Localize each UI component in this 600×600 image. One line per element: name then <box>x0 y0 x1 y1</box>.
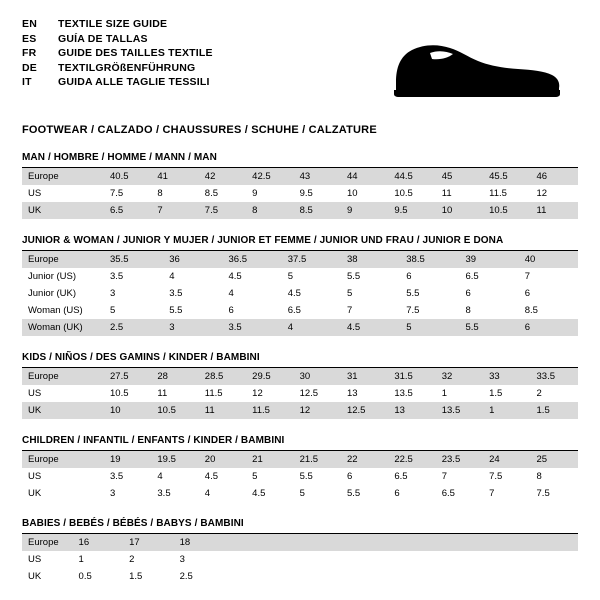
language-title-list <box>22 18 213 91</box>
row-label: Europe <box>22 451 104 468</box>
cell: 13 <box>341 385 388 402</box>
cell: 20 <box>199 451 246 468</box>
cell: 38 <box>341 251 400 268</box>
cell: 7.5 <box>531 485 578 502</box>
cell: 13.5 <box>388 385 435 402</box>
cell: 4.5 <box>341 319 400 336</box>
cell: 42.5 <box>246 168 293 185</box>
section-title: CHILDREN / INFANTIL / ENFANTS / KINDER / BAMBINI <box>22 435 578 451</box>
cell: 38.5 <box>400 251 459 268</box>
cell: 10 <box>436 202 483 219</box>
cell: 1.5 <box>483 385 530 402</box>
cell: 10.5 <box>388 185 435 202</box>
language-row <box>22 76 213 91</box>
cell: 7.5 <box>104 185 151 202</box>
table-row <box>22 568 578 585</box>
language-row <box>22 62 213 77</box>
language-title: GUIDE DES TAILLES TEXTILE <box>58 47 213 59</box>
cell: 33.5 <box>531 368 578 385</box>
cell-empty <box>376 551 427 568</box>
cell: 10.5 <box>483 202 530 219</box>
cell: 8 <box>246 202 293 219</box>
cell-empty <box>376 534 427 551</box>
cell-empty <box>325 568 376 585</box>
cell: 7 <box>436 468 483 485</box>
size-table-man <box>22 168 578 219</box>
cell: 21 <box>246 451 293 468</box>
cell: 31 <box>341 368 388 385</box>
cell-empty <box>477 551 528 568</box>
row-label: Europe <box>22 368 104 385</box>
row-label: Woman (UK) <box>22 319 104 336</box>
cell: 25 <box>531 451 578 468</box>
section-title: JUNIOR & WOMAN / JUNIOR Y MUJER / JUNIOR ET FEMME / JUNIOR UND FRAU / JUNIOR E DONA <box>22 235 578 251</box>
row-label: US <box>22 385 104 402</box>
language-code: FR <box>22 47 37 59</box>
cell: 3 <box>104 285 163 302</box>
size-table-junior-woman <box>22 251 578 336</box>
row-label: Europe <box>22 251 104 268</box>
cell: 19 <box>104 451 151 468</box>
cell-empty <box>426 568 477 585</box>
cell: 5 <box>294 485 341 502</box>
cell: 22.5 <box>388 451 435 468</box>
cell: 8 <box>151 185 198 202</box>
cell: 7 <box>341 302 400 319</box>
row-label: US <box>22 468 104 485</box>
row-label: Europe <box>22 534 73 551</box>
cell-empty <box>325 551 376 568</box>
table-row <box>22 319 578 336</box>
cell: 10.5 <box>151 402 198 419</box>
cell: 8.5 <box>199 185 246 202</box>
row-label: Junior (UK) <box>22 285 104 302</box>
cell: 5 <box>282 268 341 285</box>
cell: 41 <box>151 168 198 185</box>
cell: 45.5 <box>483 168 530 185</box>
table-row <box>22 302 578 319</box>
row-label: Junior (US) <box>22 268 104 285</box>
table-row <box>22 485 578 502</box>
cell: 2 <box>123 551 174 568</box>
cell: 18 <box>174 534 225 551</box>
cell: 28 <box>151 368 198 385</box>
cell: 12 <box>294 402 341 419</box>
row-label: UK <box>22 202 104 219</box>
section-babies <box>22 518 578 585</box>
cell: 6.5 <box>460 268 519 285</box>
cell: 19.5 <box>151 451 198 468</box>
language-title: GUÍA DE TALLAS <box>58 32 148 45</box>
cell: 10 <box>341 185 388 202</box>
cell: 1.5 <box>531 402 578 419</box>
language-title: GUIDA ALLE TAGLIE TESSILI <box>58 76 210 88</box>
cell-empty <box>325 534 376 551</box>
cell-empty <box>275 534 326 551</box>
cell: 2 <box>531 385 578 402</box>
table-row <box>22 468 578 485</box>
cell: 3 <box>174 551 225 568</box>
cell: 4 <box>151 468 198 485</box>
cell: 17 <box>123 534 174 551</box>
language-row <box>22 18 213 33</box>
cell: 7 <box>519 268 578 285</box>
cell: 1 <box>436 385 483 402</box>
cell: 16 <box>73 534 124 551</box>
cell: 3.5 <box>104 468 151 485</box>
section-title: BABIES / BEBÉS / BÉBÉS / BABYS / BAMBINI <box>22 518 578 534</box>
cell: 1 <box>73 551 124 568</box>
language-code: IT <box>22 76 32 88</box>
cell: 6 <box>341 468 388 485</box>
cell-empty <box>477 534 528 551</box>
cell: 4.5 <box>282 285 341 302</box>
document-header <box>22 18 578 110</box>
cell: 5.5 <box>163 302 222 319</box>
cell: 11.5 <box>483 185 530 202</box>
cell: 8.5 <box>519 302 578 319</box>
row-label: Woman (US) <box>22 302 104 319</box>
table-row <box>22 185 578 202</box>
cell-empty <box>426 534 477 551</box>
cell-empty <box>527 534 578 551</box>
footwear-heading: FOOTWEAR / CALZADO / CHAUSSURES / SCHUHE / CALZATURE <box>22 124 377 136</box>
cell-empty <box>426 551 477 568</box>
cell: 5 <box>400 319 459 336</box>
cell: 46 <box>531 168 578 185</box>
cell: 29.5 <box>246 368 293 385</box>
cell: 1 <box>483 402 530 419</box>
cell: 6.5 <box>104 202 151 219</box>
cell: 4.5 <box>199 468 246 485</box>
cell: 5.5 <box>294 468 341 485</box>
cell: 11 <box>531 202 578 219</box>
cell: 4 <box>223 285 282 302</box>
dress-shoe-icon <box>386 30 566 102</box>
cell: 27.5 <box>104 368 151 385</box>
cell-empty <box>477 568 528 585</box>
cell: 6.5 <box>436 485 483 502</box>
table-row <box>22 251 578 268</box>
cell: 3.5 <box>223 319 282 336</box>
cell: 36.5 <box>223 251 282 268</box>
size-table-kids <box>22 368 578 419</box>
table-row <box>22 551 578 568</box>
cell: 12 <box>246 385 293 402</box>
cell: 2.5 <box>104 319 163 336</box>
cell: 6 <box>400 268 459 285</box>
table-row <box>22 285 578 302</box>
language-row <box>22 33 213 48</box>
cell: 10.5 <box>104 385 151 402</box>
language-title: TEXTILE SIZE GUIDE <box>58 18 168 30</box>
cell: 6 <box>519 319 578 336</box>
cell: 11.5 <box>199 385 246 402</box>
cell: 31.5 <box>388 368 435 385</box>
cell: 5.5 <box>341 485 388 502</box>
language-code: ES <box>22 32 37 45</box>
cell: 11 <box>436 185 483 202</box>
cell: 21.5 <box>294 451 341 468</box>
cell: 5 <box>104 302 163 319</box>
section-junior-woman <box>22 235 578 336</box>
cell: 24 <box>483 451 530 468</box>
row-label: US <box>22 185 104 202</box>
cell: 4 <box>199 485 246 502</box>
cell: 40.5 <box>104 168 151 185</box>
cell: 44 <box>341 168 388 185</box>
size-table-children <box>22 451 578 502</box>
cell: 8 <box>531 468 578 485</box>
language-code: EN <box>22 18 37 30</box>
cell: 6.5 <box>388 468 435 485</box>
cell: 28.5 <box>199 368 246 385</box>
cell: 13.5 <box>436 402 483 419</box>
section-kids <box>22 352 578 419</box>
cell: 2.5 <box>174 568 225 585</box>
cell-empty <box>224 551 275 568</box>
cell: 39 <box>460 251 519 268</box>
table-row <box>22 451 578 468</box>
cell: 42 <box>199 168 246 185</box>
cell: 12 <box>531 185 578 202</box>
cell: 8.5 <box>294 202 341 219</box>
cell: 8 <box>460 302 519 319</box>
cell: 6 <box>223 302 282 319</box>
cell: 0.5 <box>73 568 124 585</box>
cell: 5.5 <box>341 268 400 285</box>
cell: 44.5 <box>388 168 435 185</box>
cell: 3.5 <box>163 285 222 302</box>
cell: 10 <box>104 402 151 419</box>
cell: 30 <box>294 368 341 385</box>
row-label: US <box>22 551 73 568</box>
cell-empty <box>275 568 326 585</box>
cell: 5.5 <box>400 285 459 302</box>
section-children <box>22 435 578 502</box>
cell: 6.5 <box>282 302 341 319</box>
language-row <box>22 47 213 62</box>
cell: 3 <box>163 319 222 336</box>
cell: 23.5 <box>436 451 483 468</box>
table-row <box>22 402 578 419</box>
cell-empty <box>224 568 275 585</box>
cell: 6 <box>388 485 435 502</box>
cell: 4.5 <box>223 268 282 285</box>
table-row <box>22 385 578 402</box>
cell: 4.5 <box>246 485 293 502</box>
cell: 37.5 <box>282 251 341 268</box>
cell: 7 <box>151 202 198 219</box>
row-label: UK <box>22 485 104 502</box>
cell: 12.5 <box>294 385 341 402</box>
cell: 9 <box>341 202 388 219</box>
cell: 43 <box>294 168 341 185</box>
cell: 22 <box>341 451 388 468</box>
cell-empty <box>527 551 578 568</box>
cell: 33 <box>483 368 530 385</box>
cell: 5 <box>341 285 400 302</box>
row-label: UK <box>22 568 73 585</box>
section-man <box>22 152 578 219</box>
cell-empty <box>527 568 578 585</box>
language-code: DE <box>22 61 37 74</box>
cell: 1.5 <box>123 568 174 585</box>
table-row <box>22 168 578 185</box>
language-title: TEXTILGRÖßENFÜHRUNG <box>58 61 196 74</box>
cell: 7.5 <box>483 468 530 485</box>
table-row <box>22 368 578 385</box>
cell: 7.5 <box>400 302 459 319</box>
cell: 32 <box>436 368 483 385</box>
cell-empty <box>224 534 275 551</box>
cell: 40 <box>519 251 578 268</box>
section-title: KIDS / NIÑOS / DES GAMINS / KINDER / BAMBINI <box>22 352 578 368</box>
row-label: UK <box>22 402 104 419</box>
cell: 45 <box>436 168 483 185</box>
cell: 13 <box>388 402 435 419</box>
cell-empty <box>376 568 427 585</box>
section-title: MAN / HOMBRE / HOMME / MANN / MAN <box>22 152 578 168</box>
cell: 9.5 <box>294 185 341 202</box>
cell: 6 <box>519 285 578 302</box>
cell: 6 <box>460 285 519 302</box>
cell: 3.5 <box>151 485 198 502</box>
cell: 11 <box>199 402 246 419</box>
cell: 35.5 <box>104 251 163 268</box>
size-table-babies <box>22 534 578 585</box>
cell: 7 <box>483 485 530 502</box>
language-title-body <box>22 18 213 91</box>
row-label: Europe <box>22 168 104 185</box>
table-row <box>22 202 578 219</box>
cell: 3 <box>104 485 151 502</box>
cell: 12.5 <box>341 402 388 419</box>
cell-empty <box>275 551 326 568</box>
cell: 5.5 <box>460 319 519 336</box>
cell: 3.5 <box>104 268 163 285</box>
cell: 11.5 <box>246 402 293 419</box>
cell: 9 <box>246 185 293 202</box>
cell: 11 <box>151 385 198 402</box>
cell: 5 <box>246 468 293 485</box>
cell: 4 <box>163 268 222 285</box>
cell: 36 <box>163 251 222 268</box>
table-row <box>22 268 578 285</box>
cell: 9.5 <box>388 202 435 219</box>
cell: 7.5 <box>199 202 246 219</box>
cell: 4 <box>282 319 341 336</box>
table-row <box>22 534 578 551</box>
